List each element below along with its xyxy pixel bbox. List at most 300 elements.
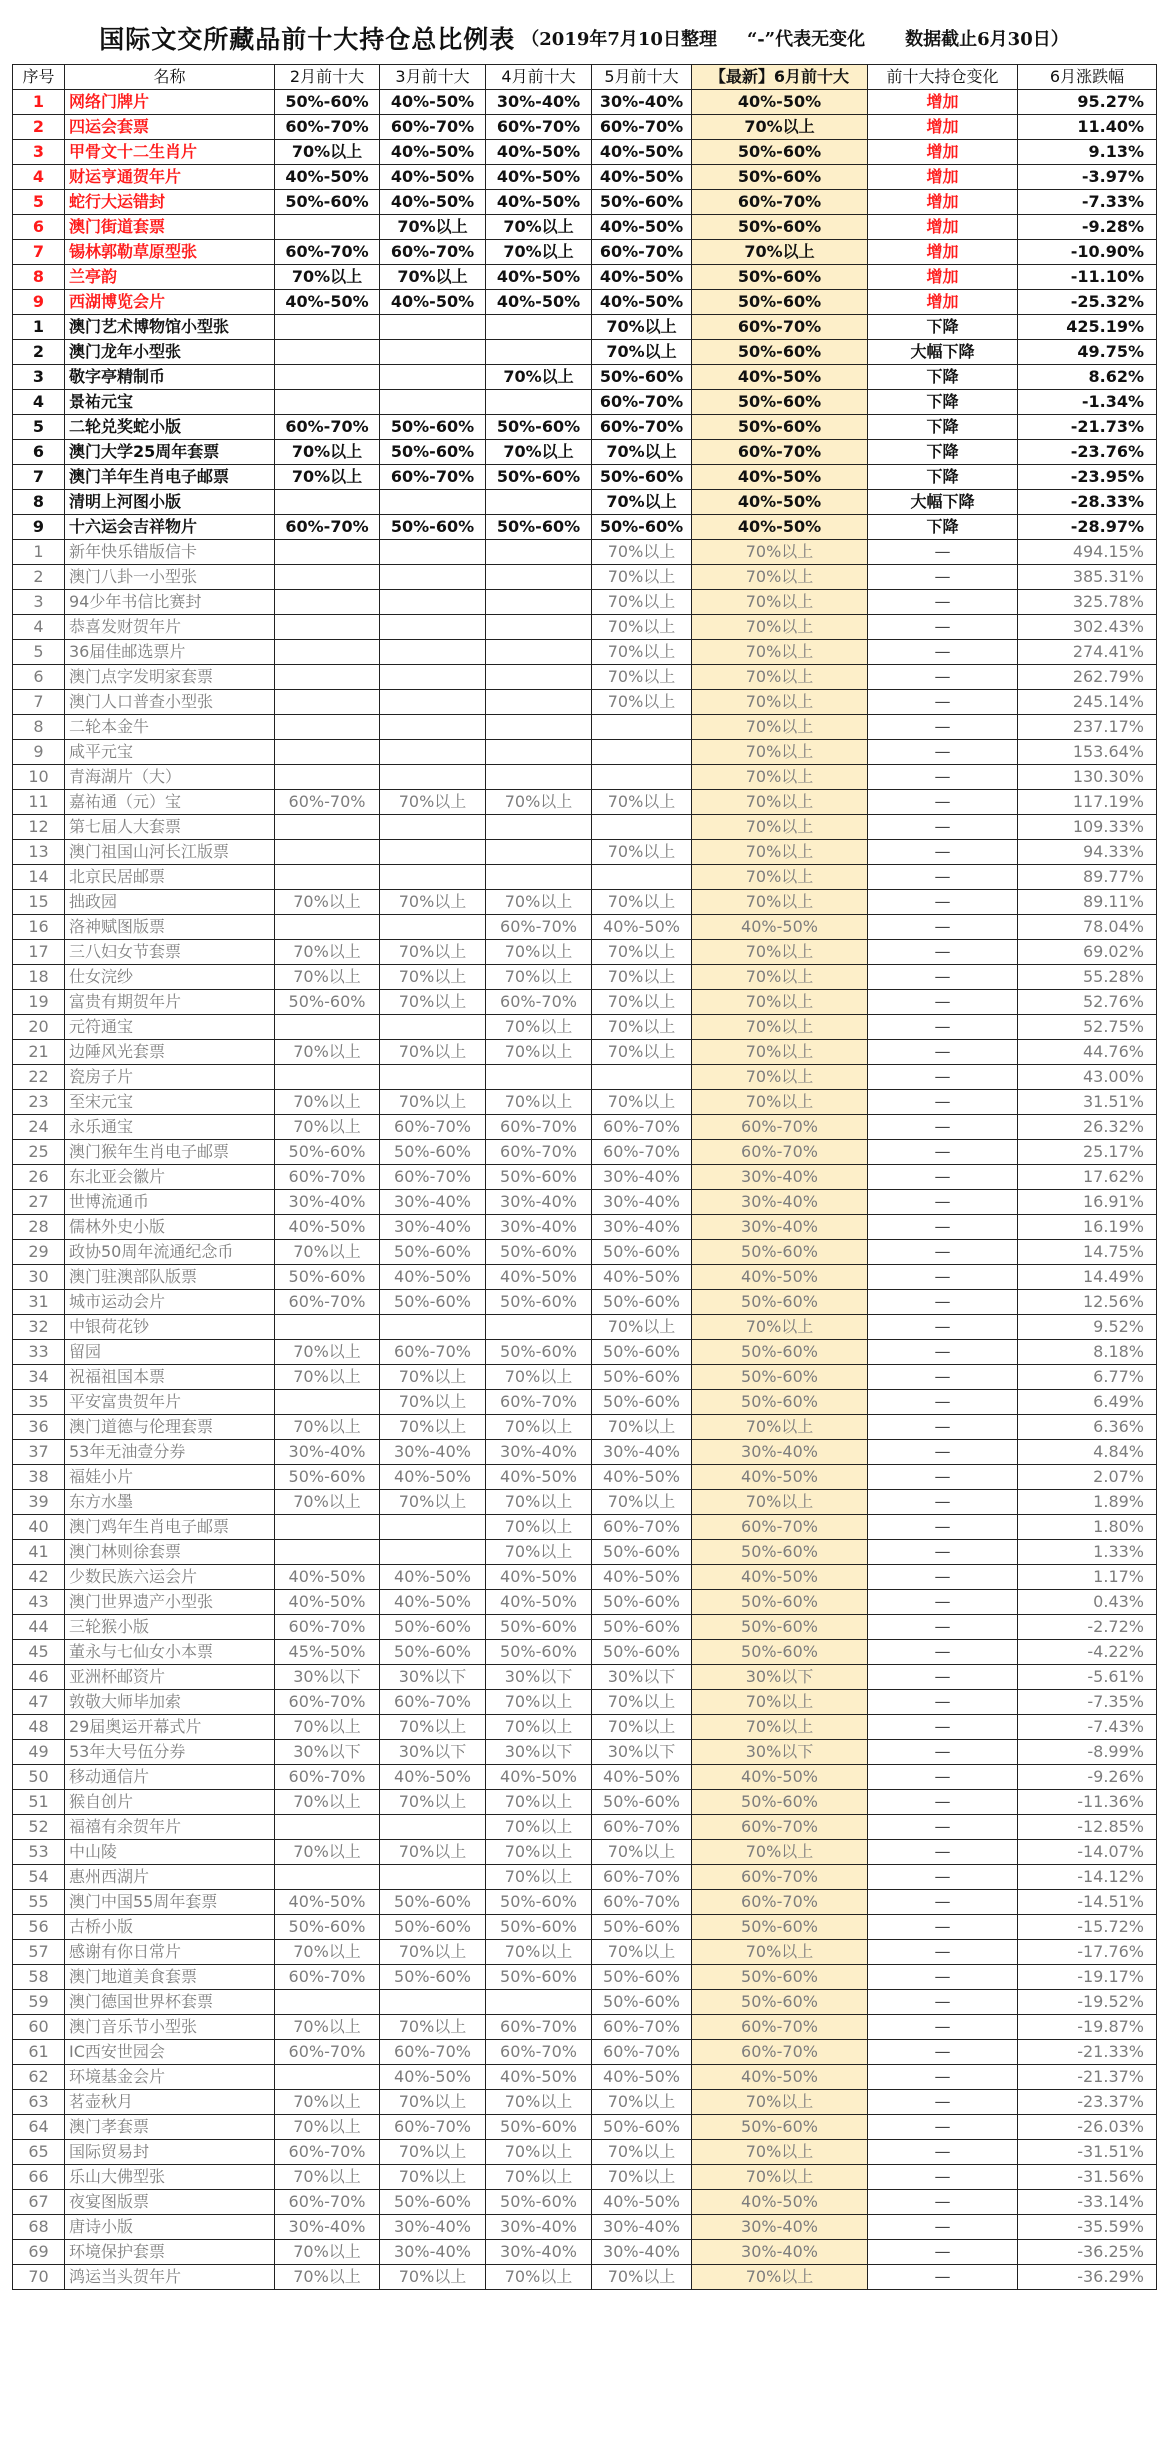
holding-change: — [868, 1115, 1018, 1140]
jun-ratio-latest: 60%-70% [692, 315, 868, 340]
may-ratio: 50%-60% [592, 1915, 692, 1940]
feb-ratio [275, 1015, 380, 1040]
jun-ratio-latest: 50%-60% [692, 215, 868, 240]
may-ratio: 70%以上 [592, 640, 692, 665]
may-ratio: 50%-60% [592, 1240, 692, 1265]
row-number: 20 [13, 1015, 65, 1040]
june-change-pct: -14.07% [1018, 1840, 1157, 1865]
jun-ratio-latest: 40%-50% [692, 465, 868, 490]
item-name: 感谢有你日常片 [65, 1940, 275, 1965]
feb-ratio: 50%-60% [275, 90, 380, 115]
table-row [13, 1665, 1157, 1690]
mar-ratio: 30%-40% [380, 1190, 486, 1215]
table-row [13, 1490, 1157, 1515]
jun-ratio-latest: 50%-60% [692, 1915, 868, 1940]
table-row [13, 890, 1157, 915]
jun-ratio-latest: 70%以上 [692, 1690, 868, 1715]
holding-change: — [868, 1515, 1018, 1540]
row-number: 46 [13, 1665, 65, 1690]
mar-ratio: 60%-70% [380, 1115, 486, 1140]
table-row [13, 315, 1157, 340]
header-feb: 2月前十大 [275, 65, 380, 90]
item-name: 拙政园 [65, 890, 275, 915]
row-number: 61 [13, 2040, 65, 2065]
row-number: 69 [13, 2240, 65, 2265]
may-ratio: 30%-40% [592, 90, 692, 115]
holding-change: — [868, 1840, 1018, 1865]
feb-ratio: 70%以上 [275, 1490, 380, 1515]
item-name: 茗壶秋月 [65, 2090, 275, 2115]
mar-ratio: 40%-50% [380, 190, 486, 215]
holding-change: 下降 [868, 515, 1018, 540]
table-row [13, 1840, 1157, 1865]
item-name: 澳门人口普查小型张 [65, 690, 275, 715]
holding-change: — [868, 1915, 1018, 1940]
item-name: 富贵有期贺年片 [65, 990, 275, 1015]
header-apr: 4月前十大 [486, 65, 592, 90]
row-number: 11 [13, 790, 65, 815]
feb-ratio [275, 340, 380, 365]
jun-ratio-latest: 70%以上 [692, 740, 868, 765]
feb-ratio [275, 2065, 380, 2090]
row-number: 4 [13, 390, 65, 415]
table-row [13, 965, 1157, 990]
holding-change: — [868, 1565, 1018, 1590]
row-number: 48 [13, 1715, 65, 1740]
june-change-pct: 16.19% [1018, 1215, 1157, 1240]
header-jun-latest: 【最新】6月前十大 [692, 65, 868, 90]
header-mar: 3月前十大 [380, 65, 486, 90]
apr-ratio: 70%以上 [486, 1365, 592, 1390]
may-ratio: 40%-50% [592, 1765, 692, 1790]
header-change: 前十大持仓变化 [868, 65, 1018, 90]
holding-change: — [868, 2240, 1018, 2265]
apr-ratio: 40%-50% [486, 1565, 592, 1590]
holding-change: — [868, 1540, 1018, 1565]
mar-ratio: 70%以上 [380, 2090, 486, 2115]
feb-ratio [275, 590, 380, 615]
row-number: 45 [13, 1640, 65, 1665]
feb-ratio: 70%以上 [275, 265, 380, 290]
table-row [13, 715, 1157, 740]
row-number: 33 [13, 1340, 65, 1365]
holding-change: — [868, 965, 1018, 990]
header-pct: 6月涨跌幅 [1018, 65, 1157, 90]
apr-ratio: 50%-60% [486, 1290, 592, 1315]
row-number: 9 [13, 290, 65, 315]
holding-change: — [868, 740, 1018, 765]
feb-ratio: 70%以上 [275, 965, 380, 990]
apr-ratio: 50%-60% [486, 515, 592, 540]
row-number: 36 [13, 1415, 65, 1440]
may-ratio: 50%-60% [592, 1540, 692, 1565]
june-change-pct: -7.33% [1018, 190, 1157, 215]
june-change-pct: 8.18% [1018, 1340, 1157, 1365]
apr-ratio: 60%-70% [486, 2040, 592, 2065]
row-number: 53 [13, 1840, 65, 1865]
feb-ratio: 30%以下 [275, 1665, 380, 1690]
row-number: 26 [13, 1165, 65, 1190]
item-name: 澳门羊年生肖电子邮票 [65, 465, 275, 490]
mar-ratio [380, 1315, 486, 1340]
item-name: 夜宴图版票 [65, 2190, 275, 2215]
mar-ratio: 50%-60% [380, 440, 486, 465]
june-change-pct: -3.97% [1018, 165, 1157, 190]
row-number: 21 [13, 1040, 65, 1065]
item-name: 敦敬大师毕加索 [65, 1690, 275, 1715]
june-change-pct: 2.07% [1018, 1465, 1157, 1490]
row-number: 42 [13, 1565, 65, 1590]
holding-change: — [868, 665, 1018, 690]
item-name: 二轮兑奖蛇小版 [65, 415, 275, 440]
row-number: 22 [13, 1065, 65, 1090]
apr-ratio: 70%以上 [486, 1790, 592, 1815]
feb-ratio [275, 765, 380, 790]
jun-ratio-latest: 50%-60% [692, 1240, 868, 1265]
item-name: 甲骨文十二生肖片 [65, 140, 275, 165]
row-number: 12 [13, 815, 65, 840]
apr-ratio: 70%以上 [486, 1515, 592, 1540]
mar-ratio [380, 1865, 486, 1890]
feb-ratio: 70%以上 [275, 1840, 380, 1865]
apr-ratio: 40%-50% [486, 265, 592, 290]
feb-ratio: 60%-70% [275, 2040, 380, 2065]
mar-ratio [380, 1015, 486, 1040]
row-number: 64 [13, 2115, 65, 2140]
feb-ratio [275, 215, 380, 240]
jun-ratio-latest: 70%以上 [692, 1840, 868, 1865]
item-name: 董永与七仙女小本票 [65, 1640, 275, 1665]
item-name: 福娃小片 [65, 1465, 275, 1490]
june-change-pct: 9.13% [1018, 140, 1157, 165]
item-name: 三八妇女节套票 [65, 940, 275, 965]
mar-ratio [380, 865, 486, 890]
mar-ratio: 70%以上 [380, 790, 486, 815]
mar-ratio: 50%-60% [380, 1890, 486, 1915]
mar-ratio: 30%-40% [380, 2240, 486, 2265]
holding-change: — [868, 2165, 1018, 2190]
may-ratio: 60%-70% [592, 1815, 692, 1840]
item-name: 福禧有余贺年片 [65, 1815, 275, 1840]
may-ratio [592, 1065, 692, 1090]
item-name: 敬字亭精制币 [65, 365, 275, 390]
row-number: 6 [13, 440, 65, 465]
jun-ratio-latest: 50%-60% [692, 1965, 868, 1990]
holding-change: 下降 [868, 365, 1018, 390]
title-date-note: （2019年7月10日整理 [521, 29, 717, 50]
jun-ratio-latest: 50%-60% [692, 1640, 868, 1665]
feb-ratio [275, 540, 380, 565]
row-number: 31 [13, 1290, 65, 1315]
row-number: 6 [13, 215, 65, 240]
feb-ratio [275, 315, 380, 340]
row-number: 8 [13, 265, 65, 290]
may-ratio [592, 715, 692, 740]
may-ratio: 60%-70% [592, 1865, 692, 1890]
row-number: 2 [13, 115, 65, 140]
may-ratio: 60%-70% [592, 1115, 692, 1140]
holding-change: — [868, 865, 1018, 890]
holding-change: 增加 [868, 265, 1018, 290]
row-number: 14 [13, 865, 65, 890]
table-row [13, 1740, 1157, 1765]
holding-change: — [868, 1390, 1018, 1415]
holding-change: 增加 [868, 290, 1018, 315]
may-ratio: 70%以上 [592, 490, 692, 515]
may-ratio: 60%-70% [592, 415, 692, 440]
apr-ratio [486, 340, 592, 365]
item-name: 儒林外史小版 [65, 1215, 275, 1240]
may-ratio: 70%以上 [592, 1690, 692, 1715]
jun-ratio-latest: 30%以下 [692, 1665, 868, 1690]
row-number: 41 [13, 1540, 65, 1565]
item-name: 嘉祐通（元）宝 [65, 790, 275, 815]
apr-ratio: 70%以上 [486, 365, 592, 390]
mar-ratio: 60%-70% [380, 1690, 486, 1715]
item-name: 澳门街道套票 [65, 215, 275, 240]
june-change-pct: 153.64% [1018, 740, 1157, 765]
table-row [13, 565, 1157, 590]
apr-ratio: 40%-50% [486, 165, 592, 190]
apr-ratio [486, 865, 592, 890]
holding-change: — [868, 990, 1018, 1015]
mar-ratio: 70%以上 [380, 265, 486, 290]
row-number: 9 [13, 740, 65, 765]
may-ratio: 40%-50% [592, 1265, 692, 1290]
apr-ratio [486, 540, 592, 565]
mar-ratio [380, 590, 486, 615]
may-ratio: 50%-60% [592, 515, 692, 540]
may-ratio [592, 765, 692, 790]
item-name: 恭喜发财贺年片 [65, 615, 275, 640]
item-name: 澳门祖国山河长江版票 [65, 840, 275, 865]
apr-ratio: 40%-50% [486, 1765, 592, 1790]
feb-ratio: 50%-60% [275, 1265, 380, 1290]
feb-ratio: 60%-70% [275, 1615, 380, 1640]
holding-change: — [868, 2215, 1018, 2240]
june-change-pct: 0.43% [1018, 1590, 1157, 1615]
mar-ratio [380, 315, 486, 340]
jun-ratio-latest: 40%-50% [692, 90, 868, 115]
row-number: 47 [13, 1690, 65, 1715]
may-ratio: 50%-60% [592, 1365, 692, 1390]
holding-change: — [868, 1665, 1018, 1690]
holding-change: — [868, 1990, 1018, 2015]
holding-change: 增加 [868, 165, 1018, 190]
holding-change: — [868, 1215, 1018, 1240]
item-name: IC西安世园会 [65, 2040, 275, 2065]
holding-change: — [868, 1790, 1018, 1815]
jun-ratio-latest: 50%-60% [692, 1340, 868, 1365]
may-ratio: 70%以上 [592, 690, 692, 715]
feb-ratio: 40%-50% [275, 165, 380, 190]
holding-change: 增加 [868, 215, 1018, 240]
row-number: 49 [13, 1740, 65, 1765]
mar-ratio [380, 915, 486, 940]
june-change-pct: 12.56% [1018, 1290, 1157, 1315]
mar-ratio [380, 340, 486, 365]
mar-ratio: 50%-60% [380, 1290, 486, 1315]
row-number: 13 [13, 840, 65, 865]
june-change-pct: 237.17% [1018, 715, 1157, 740]
feb-ratio [275, 390, 380, 415]
row-number: 65 [13, 2140, 65, 2165]
row-number: 52 [13, 1815, 65, 1840]
row-number: 23 [13, 1090, 65, 1115]
item-name: 亚洲杯邮资片 [65, 1665, 275, 1690]
feb-ratio: 70%以上 [275, 1365, 380, 1390]
holding-change: — [868, 1240, 1018, 1265]
table-row [13, 1440, 1157, 1465]
item-name: 澳门猴年生肖电子邮票 [65, 1140, 275, 1165]
jun-ratio-latest: 50%-60% [692, 1390, 868, 1415]
feb-ratio: 70%以上 [275, 1790, 380, 1815]
table-row [13, 265, 1157, 290]
apr-ratio: 30%-40% [486, 1215, 592, 1240]
mar-ratio: 50%-60% [380, 2190, 486, 2215]
june-change-pct: -4.22% [1018, 1640, 1157, 1665]
item-name: 新年快乐错版信卡 [65, 540, 275, 565]
apr-ratio: 60%-70% [486, 990, 592, 1015]
table-row [13, 1340, 1157, 1365]
mar-ratio: 70%以上 [380, 1390, 486, 1415]
table-row [13, 1815, 1157, 1840]
holding-change: — [868, 1765, 1018, 1790]
jun-ratio-latest: 60%-70% [692, 1815, 868, 1840]
apr-ratio: 60%-70% [486, 115, 592, 140]
row-number: 68 [13, 2215, 65, 2240]
may-ratio: 70%以上 [592, 965, 692, 990]
holding-change: — [868, 1615, 1018, 1640]
may-ratio: 70%以上 [592, 590, 692, 615]
feb-ratio: 60%-70% [275, 1765, 380, 1790]
row-number: 60 [13, 2015, 65, 2040]
item-name: 古桥小版 [65, 1915, 275, 1940]
may-ratio: 70%以上 [592, 340, 692, 365]
feb-ratio: 30%-40% [275, 1190, 380, 1215]
apr-ratio: 40%-50% [486, 190, 592, 215]
apr-ratio: 40%-50% [486, 2065, 592, 2090]
june-change-pct: 1.17% [1018, 1565, 1157, 1590]
row-number: 1 [13, 540, 65, 565]
table-row [13, 1040, 1157, 1065]
jun-ratio-latest: 70%以上 [692, 990, 868, 1015]
row-number: 4 [13, 165, 65, 190]
feb-ratio: 70%以上 [275, 1040, 380, 1065]
apr-ratio: 70%以上 [486, 215, 592, 240]
holding-change: — [868, 940, 1018, 965]
feb-ratio: 60%-70% [275, 2190, 380, 2215]
may-ratio: 40%-50% [592, 165, 692, 190]
table-row [13, 90, 1157, 115]
apr-ratio: 30%-40% [486, 1440, 592, 1465]
apr-ratio [486, 590, 592, 615]
may-ratio: 50%-60% [592, 2115, 692, 2140]
jun-ratio-latest: 40%-50% [692, 515, 868, 540]
item-name: 西湖博览会片 [65, 290, 275, 315]
item-name: 十六运会吉祥物片 [65, 515, 275, 540]
apr-ratio: 50%-60% [486, 1240, 592, 1265]
feb-ratio: 70%以上 [275, 1940, 380, 1965]
jun-ratio-latest: 30%-40% [692, 1215, 868, 1240]
item-name: 瓷房子片 [65, 1065, 275, 1090]
june-change-pct: 8.62% [1018, 365, 1157, 390]
title-cutoff: 数据截止6月30日） [905, 29, 1069, 50]
jun-ratio-latest: 70%以上 [692, 2165, 868, 2190]
feb-ratio: 40%-50% [275, 1890, 380, 1915]
feb-ratio [275, 915, 380, 940]
apr-ratio: 70%以上 [486, 1015, 592, 1040]
table-row [13, 1240, 1157, 1265]
table-row [13, 2165, 1157, 2190]
june-change-pct: -15.72% [1018, 1915, 1157, 1940]
holding-change: — [868, 2140, 1018, 2165]
apr-ratio [486, 765, 592, 790]
mar-ratio [380, 715, 486, 740]
jun-ratio-latest: 70%以上 [692, 240, 868, 265]
row-number: 7 [13, 240, 65, 265]
mar-ratio: 70%以上 [380, 1490, 486, 1515]
table-row [13, 465, 1157, 490]
row-number: 70 [13, 2265, 65, 2290]
may-ratio: 40%-50% [592, 290, 692, 315]
may-ratio: 40%-50% [592, 215, 692, 240]
mar-ratio: 40%-50% [380, 165, 486, 190]
item-name: 边陲风光套票 [65, 1040, 275, 1065]
table-row [13, 615, 1157, 640]
item-name: 澳门点字发明家套票 [65, 665, 275, 690]
table-row [13, 1690, 1157, 1715]
holding-change: — [868, 2115, 1018, 2140]
may-ratio [592, 740, 692, 765]
table-row [13, 1015, 1157, 1040]
feb-ratio: 50%-60% [275, 990, 380, 1015]
row-number: 37 [13, 1440, 65, 1465]
row-number: 28 [13, 1215, 65, 1240]
jun-ratio-latest: 70%以上 [692, 615, 868, 640]
holding-change: — [868, 1290, 1018, 1315]
may-ratio: 70%以上 [592, 1840, 692, 1865]
apr-ratio: 50%-60% [486, 1965, 592, 1990]
mar-ratio: 60%-70% [380, 465, 486, 490]
holding-change: — [868, 1590, 1018, 1615]
june-change-pct: 130.30% [1018, 765, 1157, 790]
mar-ratio [380, 1815, 486, 1840]
row-number: 27 [13, 1190, 65, 1215]
table-row [13, 2115, 1157, 2140]
row-number: 10 [13, 765, 65, 790]
jun-ratio-latest: 70%以上 [692, 965, 868, 990]
mar-ratio: 40%-50% [380, 90, 486, 115]
june-change-pct: -11.10% [1018, 265, 1157, 290]
table-row [13, 1315, 1157, 1340]
holding-change: — [868, 1715, 1018, 1740]
table-row [13, 1915, 1157, 1940]
mar-ratio: 40%-50% [380, 1565, 486, 1590]
holding-change: — [868, 690, 1018, 715]
jun-ratio-latest: 60%-70% [692, 440, 868, 465]
holding-change: — [868, 815, 1018, 840]
item-name: 咸平元宝 [65, 740, 275, 765]
item-name: 仕女浣纱 [65, 965, 275, 990]
row-number: 7 [13, 690, 65, 715]
may-ratio: 70%以上 [592, 315, 692, 340]
may-ratio: 50%-60% [592, 1640, 692, 1665]
holding-change: — [868, 590, 1018, 615]
holding-change: — [868, 1815, 1018, 1840]
june-change-pct: 55.28% [1018, 965, 1157, 990]
may-ratio: 30%-40% [592, 1190, 692, 1215]
